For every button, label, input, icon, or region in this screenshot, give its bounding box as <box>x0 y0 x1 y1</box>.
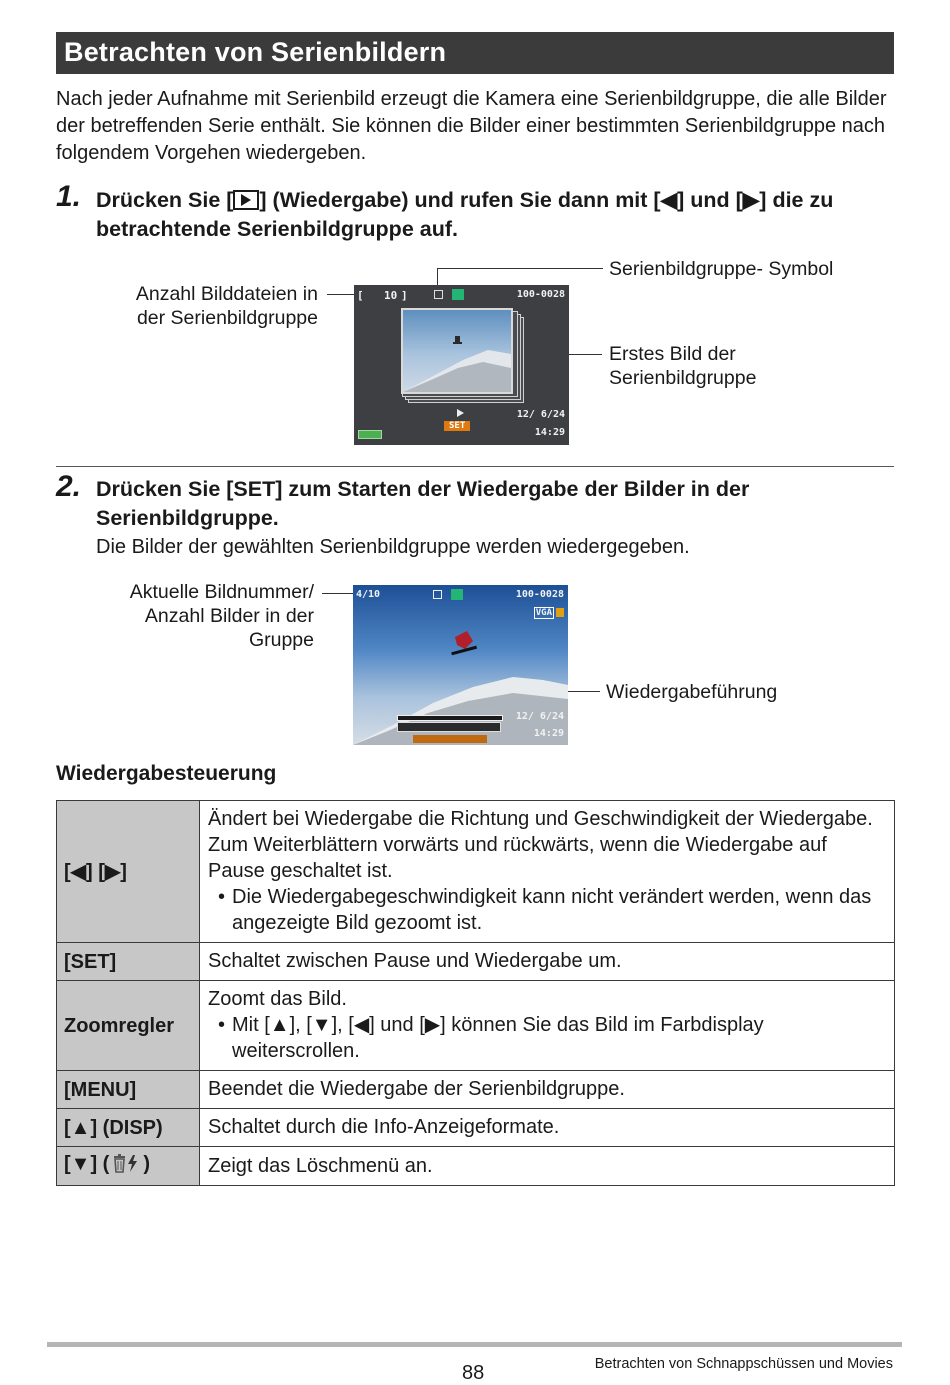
step-2-number: 2. <box>56 470 82 503</box>
playback-icon <box>233 190 259 210</box>
image-counter: 4/10 <box>356 589 381 600</box>
intro-paragraph: Nach jeder Aufnahme mit Serienbild erzeugt die Kamera eine Serienbildgruppe, die alle Bilder der betreffenden Serie enthält. Sie können die Bilder einer bestimmten Serienbildgruppe nach folgendem Vorgehen wiedergeben. <box>56 88 887 164</box>
page-number: 88 <box>462 1362 485 1384</box>
control-description: Schaltet durch die Info-Anzeigeformate. <box>200 1109 895 1147</box>
play-mode-icon <box>452 289 464 300</box>
footer-chapter: Betrachten von Schnappschüssen und Movies <box>594 1356 893 1372</box>
folder-number: 100-0028 <box>516 289 565 300</box>
controls-table <box>56 800 895 1186</box>
count-bracket: [ <box>357 289 364 302</box>
control-key: Zoomregler <box>57 981 200 1071</box>
table-row <box>57 943 895 981</box>
date: 12/ 6/24 <box>516 409 565 420</box>
leader-line <box>437 268 603 269</box>
callout-playback-guide: Wiedergabeführung <box>606 681 778 703</box>
step-1-text: Drücken Sie [ ] (Wiedergabe) und rufen Sie dann mit [◀] und [▶] die zu betrachtende Serienbildgruppe auf. <box>96 188 834 241</box>
control-description: Schaltet zwischen Pause und Wiedergabe um. <box>200 943 895 981</box>
step-2-text: Drücken Sie [SET] zum Starten der Wiedergabe der Bilder in der Serienbildgruppe. <box>96 477 750 530</box>
image-count: 10 <box>384 289 398 302</box>
play-triangle-icon <box>457 409 464 417</box>
table-row <box>57 801 895 943</box>
snow-mountain-photo <box>403 310 511 392</box>
control-description: Ändert bei Wiedergabe die Richtung und Geschwindigkeit der Wiedergabe. Zum Weiterblättern vorwärts und rückwärts, wenn die Wiedergabe auf Pause geschaltet ist. • Die Wiedergabegeschwindigkeit kann nicht verändert werden, wenn das angezeigte Bild gezoomt ist. <box>200 801 895 943</box>
control-key: [MENU] <box>57 1071 200 1109</box>
series-group-icon <box>433 590 442 599</box>
set-badge: SET <box>444 421 470 431</box>
battery-icon <box>358 430 382 439</box>
step-2-subtext: Die Bilder der gewählten Serienbildgruppe werden wiedergegeben. <box>96 536 690 558</box>
callout-image-count: Anzahl Bilddateien in der Serienbildgruppe <box>135 283 318 329</box>
playback-guide-keys <box>413 735 487 743</box>
time: 14:29 <box>533 728 564 739</box>
quality-icon <box>556 608 564 617</box>
camera-screen-group-view: [ 10 ] 100-0028 SET 12/ 6/24 14:29 <box>354 285 569 445</box>
callout-first-image: Erstes Bild der Serienbildgruppe <box>609 343 757 389</box>
table-row <box>57 1071 895 1109</box>
step-1-number: 1. <box>56 180 82 213</box>
control-description: Zoomt das Bild. • Mit [▲], [▼], [◀] und [▶] können Sie das Bild im Farbdisplay weiterscrollen. <box>200 981 895 1071</box>
table-row <box>57 981 895 1071</box>
controls-heading: Wiedergabesteuerung <box>56 762 277 785</box>
callout-group-symbol: Serienbildgruppe- Symbol <box>609 258 834 280</box>
date: 12/ 6/24 <box>515 711 564 722</box>
camera-screen-playback <box>353 585 568 745</box>
trash-flash-icon <box>109 1152 143 1181</box>
control-key: [▼] ( ) <box>57 1147 200 1186</box>
control-description: Zeigt das Löschmenü an. <box>200 1147 895 1186</box>
first-image-thumbnail <box>401 308 513 394</box>
section-title: Betrachten von Serienbildern <box>64 37 447 67</box>
control-key: [◀] [▶] <box>57 801 200 943</box>
image-size-badge: VGA <box>535 608 552 618</box>
folder-number: 100-0028 <box>515 589 564 600</box>
control-key: [▲] (DISP) <box>57 1109 200 1147</box>
callout-current-number: Aktuelle Bildnummer/ Anzahl Bilder in der Gruppe <box>129 581 314 651</box>
time: 14:29 <box>534 427 565 438</box>
control-description: Beendet die Wiedergabe der Serienbildgruppe. <box>200 1071 895 1109</box>
table-row <box>57 1147 895 1186</box>
footer-bar <box>47 1342 902 1347</box>
control-key: [SET] <box>57 943 200 981</box>
playback-progress-bar <box>397 715 503 721</box>
section-divider <box>56 466 894 467</box>
series-group-icon <box>434 290 443 299</box>
playback-guide-bar <box>397 722 501 732</box>
bullet-note: • Die Wiedergabegeschwindigkeit kann nicht verändert werden, wenn das angezeigte Bild gezoomt ist. <box>208 884 886 936</box>
table-row <box>57 1109 895 1147</box>
bullet-note: • Mit [▲], [▼], [◀] und [▶] können Sie das Bild im Farbdisplay weiterscrollen. <box>208 1012 886 1064</box>
play-mode-icon <box>451 589 463 600</box>
